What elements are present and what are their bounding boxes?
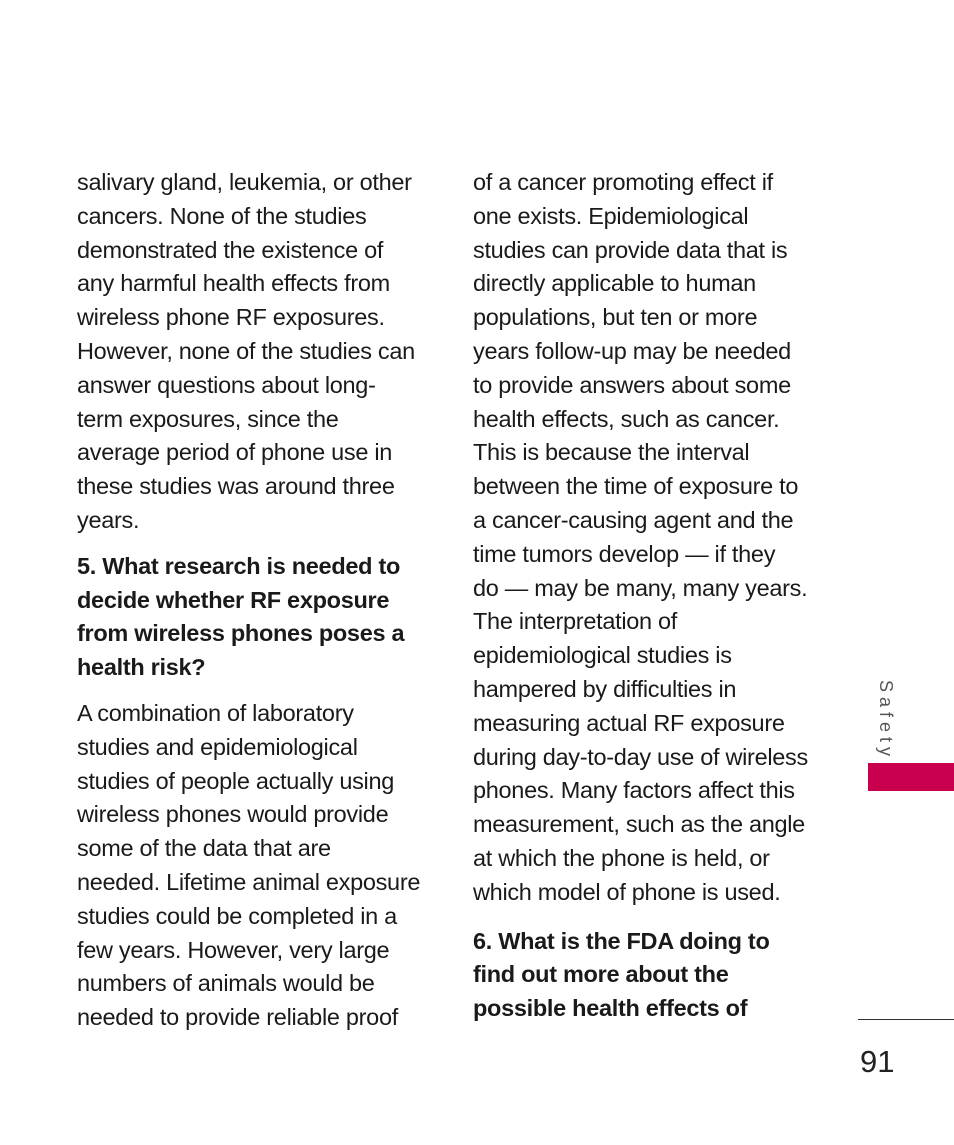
text-line: average period of phone use in xyxy=(77,439,393,466)
text-line: studies of people actually using xyxy=(77,767,395,794)
text-line: epidemiological studies is xyxy=(473,642,732,669)
left-paragraph-2 xyxy=(77,697,437,1035)
text-line: However, none of the studies can xyxy=(77,337,415,364)
text-line: needed to provide reliable proof xyxy=(77,1004,398,1031)
text-line: studies and epidemiological xyxy=(77,733,358,760)
text-line: measurement, such as the angle xyxy=(473,811,805,838)
text-line: these studies was around three xyxy=(77,473,395,500)
text-line: studies can provide data that is xyxy=(473,236,788,263)
text-line: demonstrated the existence of xyxy=(77,236,384,263)
section-label-text: Safety xyxy=(876,680,896,762)
text-line: any harmful health effects from xyxy=(77,270,390,297)
left-paragraph-1 xyxy=(77,166,437,538)
text-line: measuring actual RF exposure xyxy=(473,709,785,736)
text-line: term exposures, since the xyxy=(77,405,339,432)
heading-line: from wireless phones poses a xyxy=(77,620,405,647)
section-heading-5 xyxy=(77,550,437,685)
heading-line: possible health effects of xyxy=(473,995,748,1022)
section-label xyxy=(866,680,906,760)
text-line: answer questions about long- xyxy=(77,371,376,398)
text-line: The interpretation of xyxy=(473,608,678,635)
text-line: health effects, such as cancer. xyxy=(473,405,780,432)
footer-divider xyxy=(858,1019,954,1020)
text-line: wireless phones would provide xyxy=(77,801,389,828)
page-number: 91 xyxy=(860,1044,895,1079)
text-line: do — may be many, many years. xyxy=(473,574,808,601)
heading-line: decide whether RF exposure xyxy=(77,586,390,613)
text-line: a cancer-causing agent and the xyxy=(473,506,794,533)
right-column xyxy=(473,166,833,1026)
text-line: years. xyxy=(77,506,140,533)
left-column xyxy=(77,166,437,1035)
text-line: This is because the interval xyxy=(473,439,750,466)
section-heading-6 xyxy=(473,925,833,1026)
text-line: salivary gland, leukemia, or other xyxy=(77,169,412,195)
text-line: populations, but ten or more xyxy=(473,304,758,331)
text-line: hampered by difficulties in xyxy=(473,675,737,702)
text-line: of a cancer promoting effect if xyxy=(473,169,773,195)
section-tab-marker xyxy=(868,763,954,791)
text-line: few years. However, very large xyxy=(77,936,390,963)
text-line: one exists. Epidemiological xyxy=(473,202,749,229)
text-line: needed. Lifetime animal exposure xyxy=(77,868,421,895)
text-line: studies could be completed in a xyxy=(77,902,397,929)
text-line: some of the data that are xyxy=(77,835,331,862)
text-line: which model of phone is used. xyxy=(473,878,781,905)
text-line: to provide answers about some xyxy=(473,371,791,398)
text-line: phones. Many factors affect this xyxy=(473,777,795,804)
text-line: numbers of animals would be xyxy=(77,970,375,997)
text-line: during day-to-day use of wireless xyxy=(473,743,808,770)
heading-line: 6. What is the FDA doing to xyxy=(473,927,770,954)
text-line: years follow-up may be needed xyxy=(473,337,791,364)
heading-line: find out more about the xyxy=(473,961,729,988)
text-line: A combination of laboratory xyxy=(77,699,354,726)
heading-line: health risk? xyxy=(77,654,206,681)
heading-line: 5. What research is needed to xyxy=(77,552,401,579)
text-line: cancers. None of the studies xyxy=(77,202,367,229)
text-line: time tumors develop — if they xyxy=(473,540,776,567)
text-line: between the time of exposure to xyxy=(473,473,799,500)
text-line: directly applicable to human xyxy=(473,270,756,297)
right-paragraph-1 xyxy=(473,166,833,910)
text-line: wireless phone RF exposures. xyxy=(77,304,385,331)
text-line: at which the phone is held, or xyxy=(473,844,770,871)
